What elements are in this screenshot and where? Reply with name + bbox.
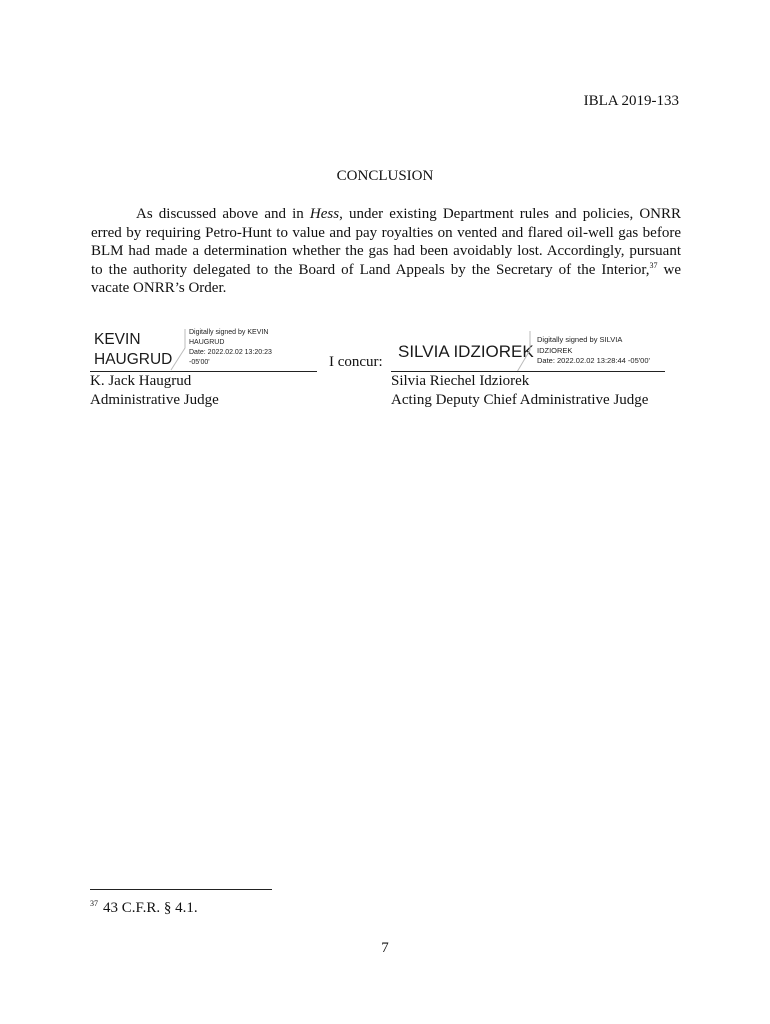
digital-signature-left[interactable] xyxy=(94,330,172,370)
footnote-text: 43 C.F.R. § 4.1. xyxy=(103,900,198,916)
body-text-2: , under existing Department rules and policies, ONRR erred by requiring Petro-Hunt to value and pay royalties on vented and flared oil-well gas before BLM had made a determination whether the gas had been avoidably lost. Accordingly, pursuant to the authority delegated to the Board of Land Appeals by the Secretary of the Interior, xyxy=(91,206,681,278)
footnote xyxy=(90,900,198,917)
concur-label: I concur: xyxy=(329,354,383,370)
judge-name-left: K. Jack Haugrud xyxy=(90,373,192,389)
judge-title-left: Administrative Judge xyxy=(90,392,219,408)
judge-title-right: Acting Deputy Chief Administrative Judge xyxy=(391,392,649,408)
signature-detail-line: -05'00' xyxy=(189,359,210,366)
footnote-number: 37 xyxy=(90,899,98,908)
footnote-reference[interactable]: 37 xyxy=(649,260,658,270)
section-heading: CONCLUSION xyxy=(336,168,434,184)
signature-detail-line: IDZIOREK xyxy=(537,345,573,355)
signature-detail-line: Digitally signed by KEVIN xyxy=(189,329,269,336)
signature-detail-line: Date: 2022.02.02 13:20:23 xyxy=(189,349,272,356)
docket-number: IBLA 2019-133 xyxy=(583,93,679,109)
signature-detail-line: Date: 2022.02.02 13:28:44 -05'00' xyxy=(537,356,650,365)
signature-line-left xyxy=(90,371,317,372)
signature-divider-icon xyxy=(513,330,533,374)
signer-first-name: KEVIN xyxy=(94,331,141,348)
digital-signature-details-right xyxy=(537,335,677,367)
case-name: Hess xyxy=(309,206,340,222)
digital-signature-right[interactable]: SILVIA IDZIOREK xyxy=(398,342,534,361)
footnote-separator xyxy=(90,889,272,890)
signer-last-name: HAUGRUD xyxy=(94,351,173,368)
conclusion-paragraph xyxy=(91,205,681,298)
signature-detail-line: HAUGRUD xyxy=(189,339,225,346)
signature-divider-icon xyxy=(168,328,188,372)
signature-detail-line: Digitally signed by SILVIA xyxy=(537,335,623,344)
page-number: 7 xyxy=(381,940,389,956)
digital-signature-details-left xyxy=(189,328,289,368)
signature-line-right xyxy=(391,371,665,372)
body-text-3: we vacate ONRR’s Order. xyxy=(91,261,681,296)
judge-name-right: Silvia Riechel Idziorek xyxy=(391,373,530,389)
body-text-1: As discussed above and in xyxy=(136,206,310,222)
